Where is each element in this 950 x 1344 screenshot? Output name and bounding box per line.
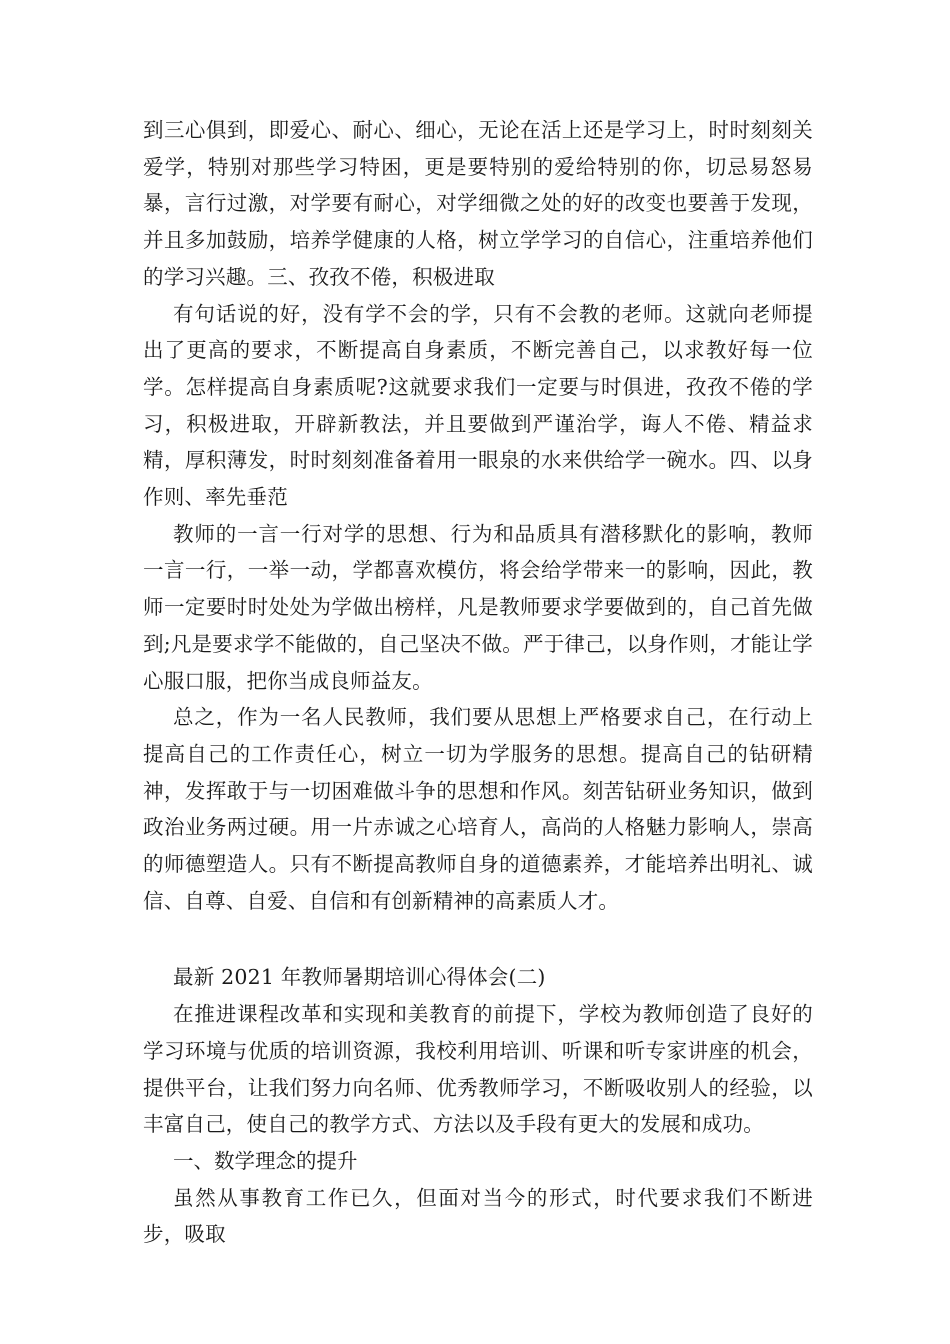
section-spacer bbox=[143, 919, 813, 959]
paragraph-conclusion: 总之，作为一名人民教师，我们要从思想上严格要求自己，在行动上提高自己的工作责任心，树立一切为学服务的思想。提高自己的钻研精神，发挥敢于与一切困难做斗争的思想和作风。刻苦钻研业务知识，做到政治业务两过硬。用一片赤诚之心培育人，高尚的人格魅力影响人，崇高的师德塑造人。只有不断提高教师自身的道德素养，才能培养出明礼、诚信、自尊、自爱、自信和有创新精神的高素质人才。 bbox=[143, 705, 813, 913]
paragraph-lead-by-example: 教师的一言一行对学的思想、行为和品质具有潜移默化的影响，教师一言一行，一举一动，学都喜欢模仿，将会给学带来一的影响，因此，教师一定要时时处处为学做出榜样，凡是教师要求学要做到的，自己首先做到;凡是要求学不能做的，自己坚决不做。严于律己，以身作则，才能让学心服口服，把你当成良师益友。 bbox=[143, 521, 813, 693]
paragraph-three-hearts: 到三心俱到，即爱心、耐心、细心，无论在活上还是学习上，时时刻刻关爱学，特别对那些学习特困，更是要特别的爱给特别的你，切忌易怒易暴，言行过激，对学要有耐心，对学细微之处的好的改变也要善于发现，并且多加鼓励，培养学健康的人格，树立学学习的自信心，注重培养他们的学习兴趣。三、孜孜不倦，积极进取 bbox=[143, 118, 813, 289]
section-title: 最新 2021 年教师暑期培训心得体会(二) bbox=[173, 965, 546, 990]
paragraph-intro: 在推进课程改革和实现和美教育的前提下，学校为教师创造了良好的学习环境与优质的培训资源，我校利用培训、听课和听专家讲座的机会，提供平台，让我们努力向名师、优秀教师学习，不断吸收别人的经验，以丰富自己，使自己的教学方式、方法以及手段有更大的发展和成功。 bbox=[143, 1002, 813, 1137]
paragraph-last: 虽然从事教育工作已久，但面对当今的形式，时代要求我们不断进步，吸取 bbox=[143, 1185, 813, 1247]
paragraph-tireless-learning: 有句话说的好，没有学不会的学，只有不会教的老师。这就向老师提出了更高的要求，不断提高自身素质，不断完善自己，以求教好每一位学。怎样提高自身素质呢?这就要求我们一定要与时俱进，孜孜不倦的学习，积极进取，开辟新教法，并且要做到严谨治学，诲人不倦、精益求精，厚积薄发，时时刻刻准备着用一眼泉的水来供给学一碗水。四、以身作则、率先垂范 bbox=[143, 301, 813, 510]
subheading-math-concept: 一、数学理念的提升 bbox=[173, 1148, 358, 1173]
document-body bbox=[143, 112, 813, 1253]
